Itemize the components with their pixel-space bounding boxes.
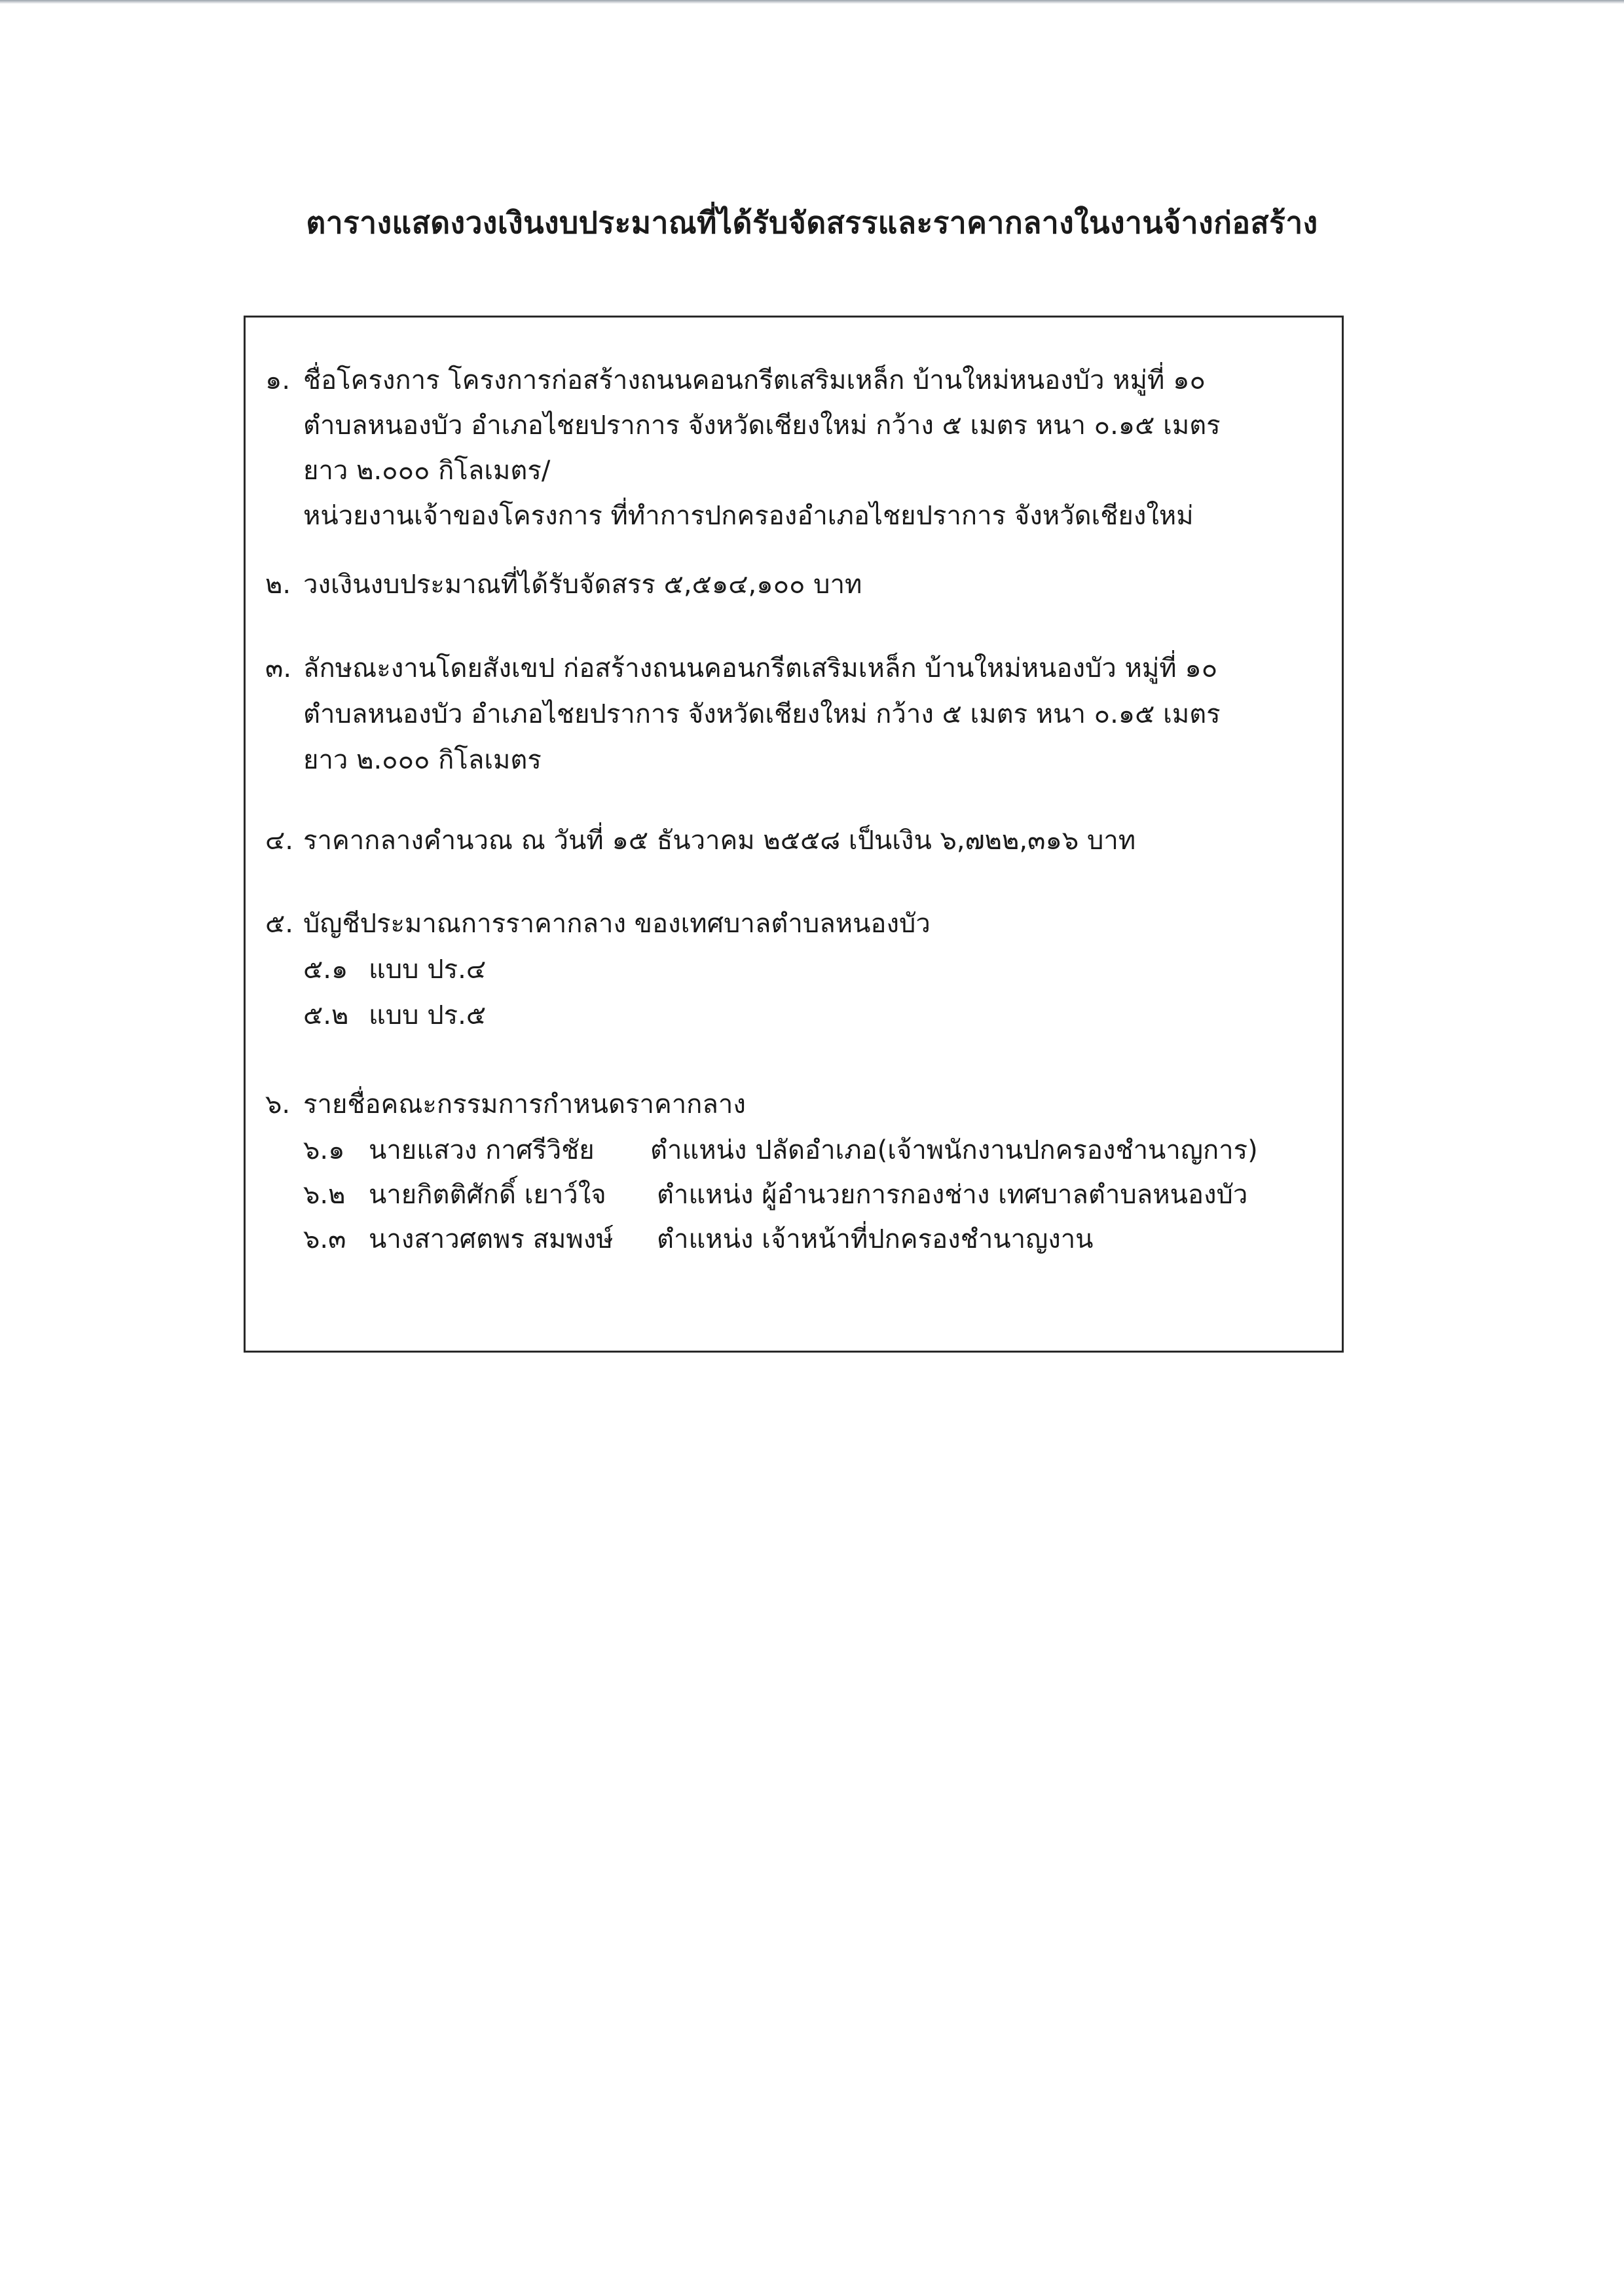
item-3-line-1	[265, 646, 1217, 691]
item-3-line-3: ยาว ๒.๐๐๐ กิโลเมตร	[303, 745, 542, 775]
committee-name: นายกิตติศักดิ์ เยาว์ใจ	[369, 1180, 606, 1210]
content-box	[244, 316, 1344, 1353]
committee-number: ๖.๒	[303, 1180, 346, 1210]
committee-position: ตำแหน่ง เจ้าหน้าที่ปกครองชำนาญงาน	[657, 1224, 1094, 1254]
item-5-line-1	[265, 902, 931, 946]
item-text: ราคากลางคำนวณ ณ วันที่ ๑๕ ธันวาคม ๒๕๕๘ เป็นเงิน ๖,๗๒๒,๓๑๖ บาท	[303, 826, 1136, 856]
committee-member-3	[303, 1217, 1094, 1262]
item-number: ๓.	[265, 653, 292, 683]
committee-position: ตำแหน่ง ผู้อำนวยการกองช่าง เทศบาลตำบลหนองบัว	[657, 1180, 1248, 1210]
subitem-number: ๕.๑	[303, 955, 348, 985]
item-number: ๒.	[265, 570, 291, 600]
committee-position: ตำแหน่ง ปลัดอำเภอ(เจ้าพนักงานปกครองชำนาญการ)	[650, 1135, 1258, 1165]
item-1-line-4: หน่วยงานเจ้าของโครงการ ที่ทำการปกครองอำเภอไชยปราการ จังหวัดเชียงใหม่	[303, 501, 1194, 531]
item-number: ๕.	[265, 909, 293, 939]
committee-member-1	[303, 1128, 1258, 1173]
subitem-number: ๕.๒	[303, 1000, 349, 1030]
item-text: ลักษณะงานโดยสังเขป ก่อสร้างถนนคอนกรีตเสริมเหล็ก บ้านใหม่หนองบัว หมู่ที่ ๑๐	[303, 653, 1218, 683]
item-2-line-1	[265, 562, 862, 607]
item-1-line-1	[265, 358, 1206, 403]
item-text: วงเงินงบประมาณที่ได้รับจัดสรร ๕,๕๑๔,๑๐๐ บาท	[303, 570, 862, 600]
item-3-line-2: ตำบลหนองบัว อำเภอไชยปราการ จังหวัดเชียงใหม่ กว้าง ๕ เมตร หนา ๐.๑๕ เมตร	[303, 699, 1221, 729]
committee-name: นางสาวศตพร สมพงษ์	[369, 1224, 614, 1254]
item-number: ๖.	[265, 1089, 291, 1120]
item-4-line-1	[265, 818, 1135, 863]
scan-top-edge	[0, 0, 1624, 4]
committee-number: ๖.๑	[303, 1135, 345, 1165]
item-1-line-3: ยาว ๒.๐๐๐ กิโลเมตร/	[303, 456, 551, 486]
item-6-line-1	[265, 1082, 746, 1127]
item-1-line-2: ตำบลหนองบัว อำเภอไชยปราการ จังหวัดเชียงใหม่ กว้าง ๕ เมตร หนา ๐.๑๕ เมตร	[303, 410, 1221, 441]
subitem-text: แบบ ปร.๕	[369, 1000, 487, 1030]
item-5-subitem-2	[303, 993, 486, 1038]
item-text: ชื่อโครงการ โครงการก่อสร้างถนนคอนกรีตเสริมเหล็ก บ้านใหม่หนองบัว หมู่ที่ ๑๐	[303, 365, 1206, 395]
item-5-subitem-1	[303, 947, 486, 992]
item-text: บัญชีประมาณการราคากลาง ของเทศบาลตำบลหนองบัว	[303, 909, 931, 939]
committee-number: ๖.๓	[303, 1224, 346, 1254]
committee-member-2	[303, 1173, 1247, 1217]
document-title: ตารางแสดงวงเงินงบประมาณที่ได้รับจัดสรรและราคากลางในงานจ้างก่อสร้าง	[306, 205, 1318, 240]
item-number: ๔.	[265, 826, 293, 856]
item-number: ๑.	[265, 365, 291, 395]
committee-name: นายแสวง กาศรีวิชัย	[369, 1135, 595, 1165]
item-text: รายชื่อคณะกรรมการกำหนดราคากลาง	[303, 1089, 746, 1120]
subitem-text: แบบ ปร.๔	[369, 955, 487, 985]
